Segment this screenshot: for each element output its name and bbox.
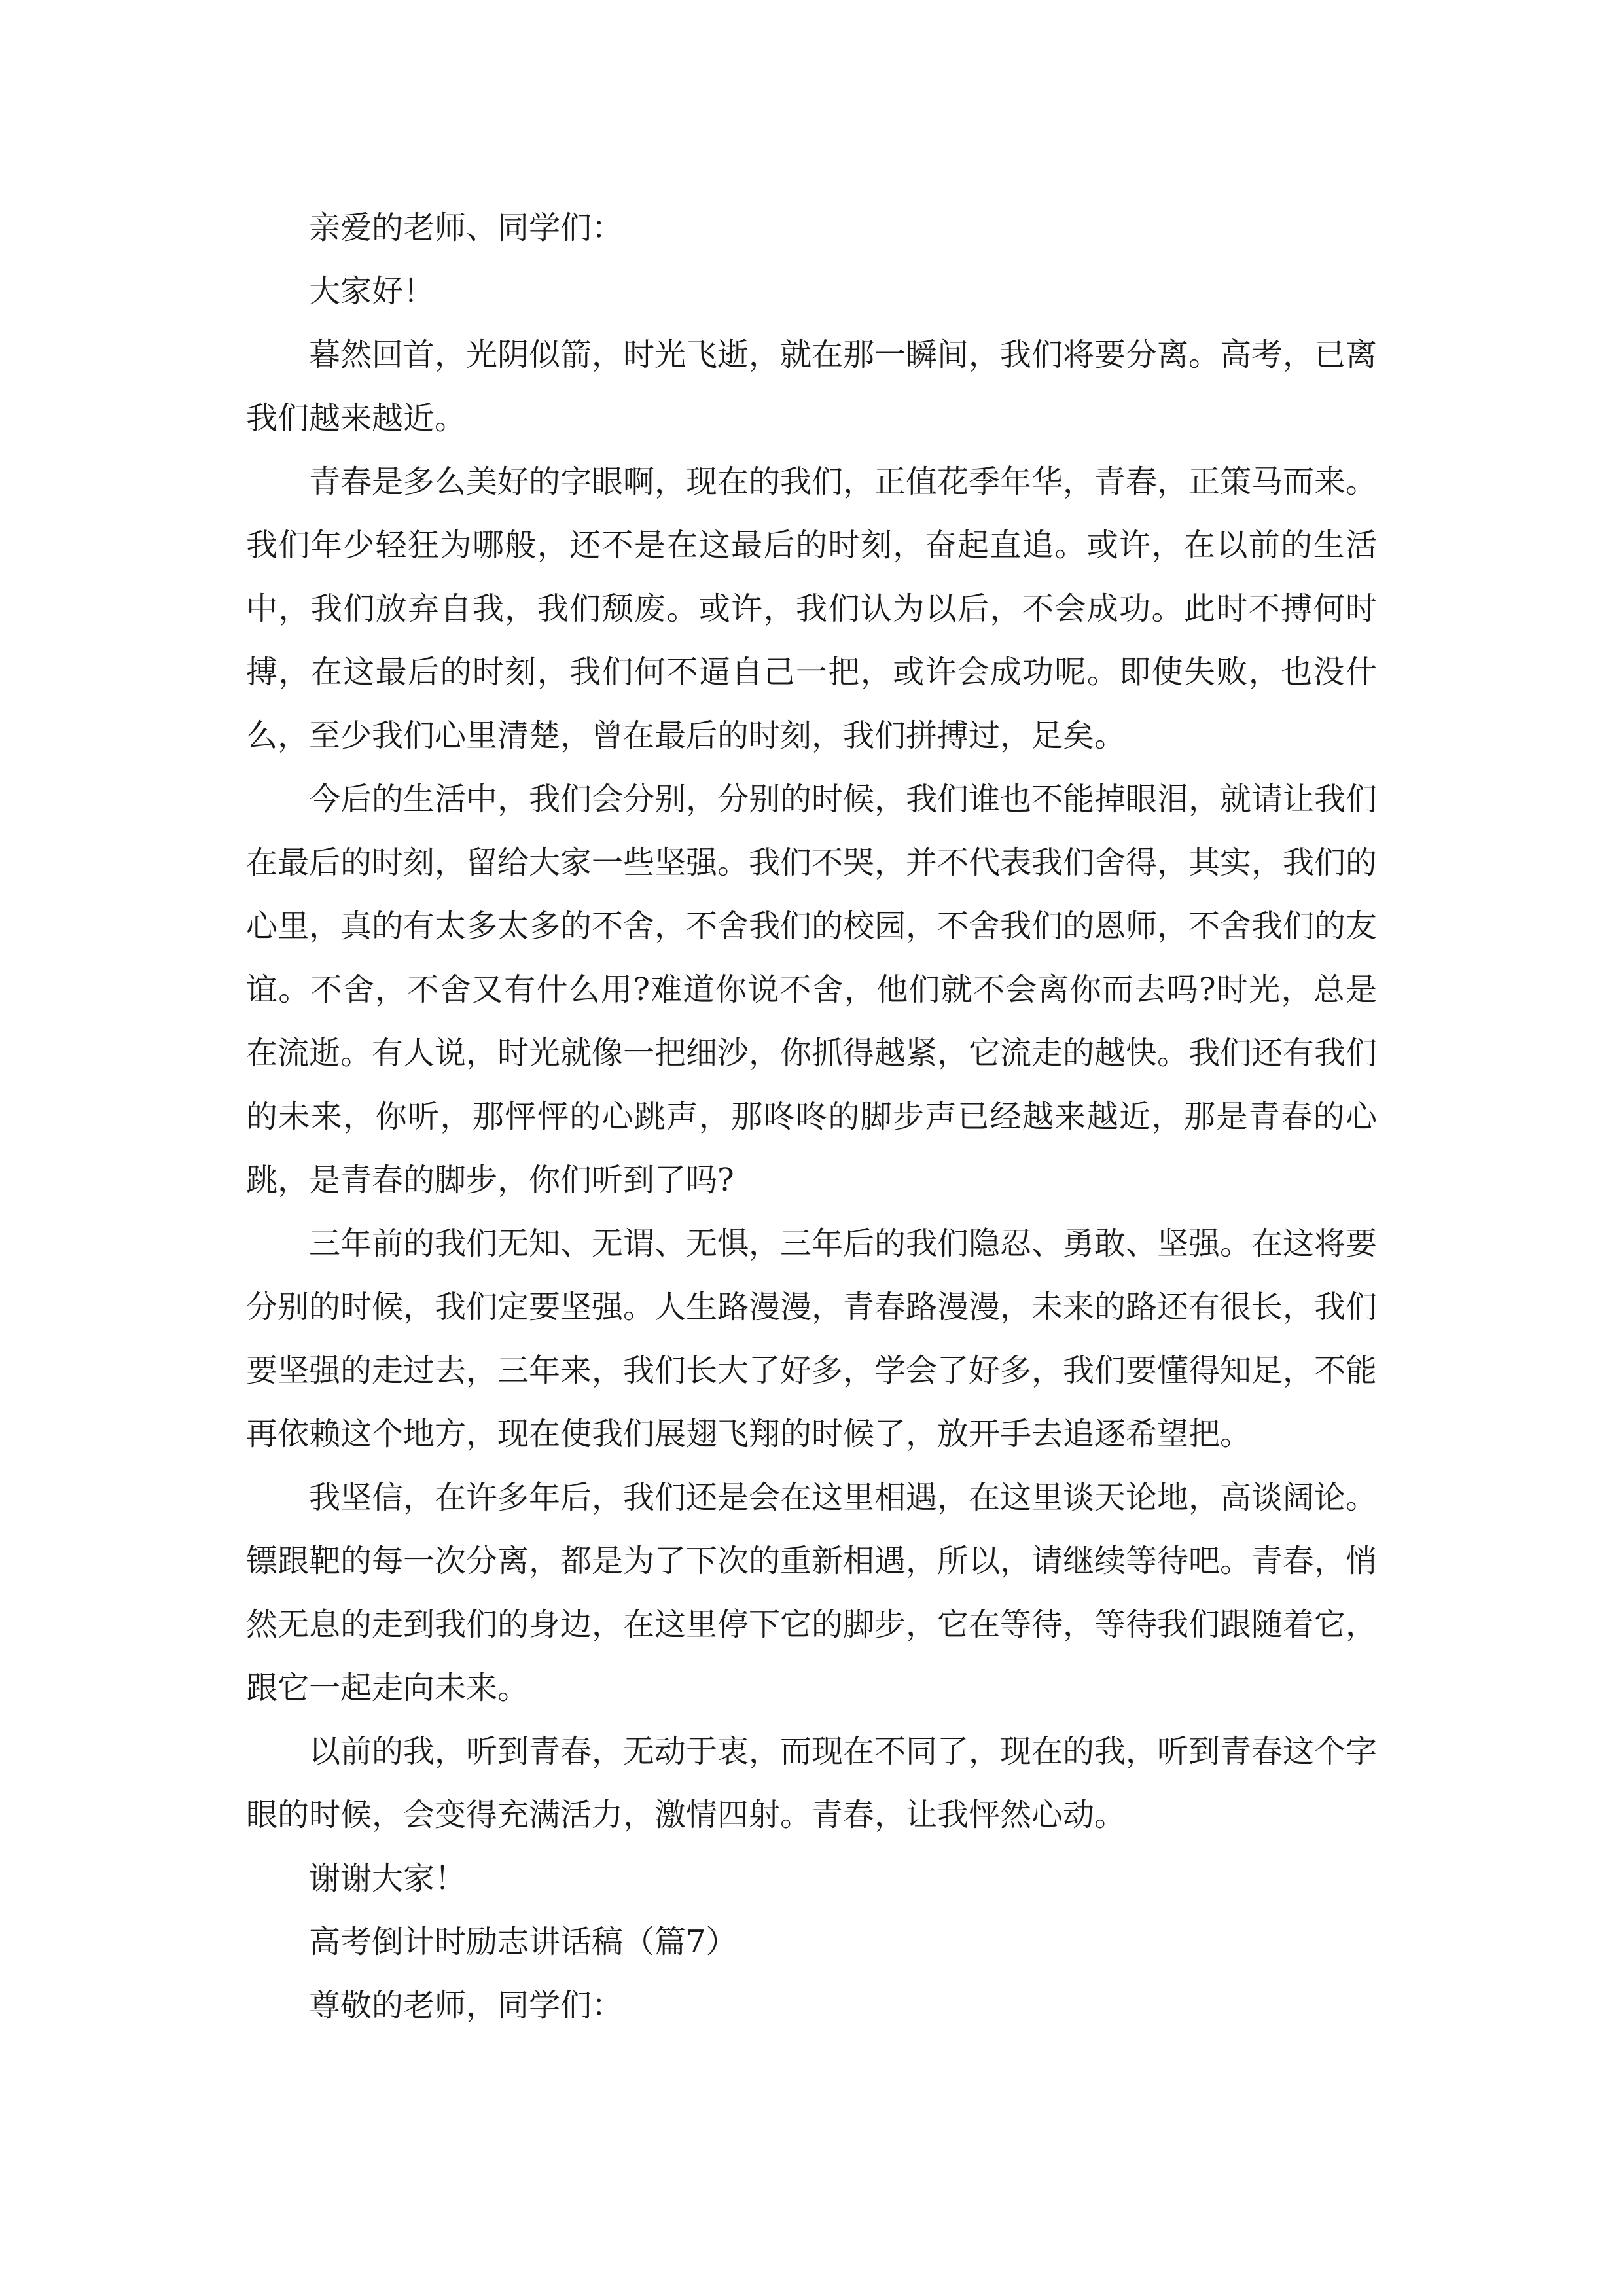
body-paragraph: 暮然回首，光阴似箭，时光飞逝，就在那一瞬间，我们将要分离。高考，已离我们越来越近。 [246, 336, 1378, 437]
salutation: 尊敬的老师，同学们： [309, 1987, 624, 2024]
body-paragraph: 我坚信，在许多年后，我们还是会在这里相遇，在这里谈天论地，高谈阔论。镖跟靶的每一次分离，都是为了下次的重新相遇，所以，请继续等待吧。青春，悄然无息的走到我们的身边，在这里停下它的脚步，它在等待，等待我们跟随着它，跟它一起走向未来。 [246, 1479, 1378, 1706]
body-paragraph: 三年前的我们无知、无谓、无惧，三年后的我们隐忍、勇敢、坚强。在这将要分别的时候，我们定要坚强。人生路漫漫，青春路漫漫，未来的路还有很长，我们要坚强的走过去，三年来，我们长大了好多，学会了好多，我们要懂得知足，不能再依赖这个地方，现在使我们展翅飞翔的时候了，放开手去追逐希望把。 [246, 1225, 1378, 1452]
closing-thanks: 谢谢大家！ [309, 1860, 467, 1897]
section-heading: 高考倒计时励志讲话稿（篇7） [309, 1924, 738, 1960]
body-paragraph: 青春是多么美好的字眼啊，现在的我们，正值花季年华，青春，正策马而来。我们年少轻狂为哪般，还不是在这最后的时刻，奋起直追。或许，在以前的生活中，我们放弃自我，我们颓废。或许，我们认为以后，不会成功。此时不搏何时搏，在这最后的时刻，我们何不逼自己一把，或许会成功呢。即使失败，也没什么，至少我们心里清楚，曾在最后的时刻，我们拼搏过，足矣。 [246, 463, 1378, 754]
greeting: 大家好！ [309, 273, 435, 310]
body-paragraph: 今后的生活中，我们会分别，分别的时候，我们谁也不能掉眼泪，就请让我们在最后的时刻，留给大家一些坚强。我们不哭，并不代表我们舍得，其实，我们的心里，真的有太多太多的不舍，不舍我们的校园，不舍我们的恩师，不舍我们的友谊。不舍，不舍又有什么用?难道你说不舍，他们就不会离你而去吗?时光，总是在流逝。有人说，时光就像一把细沙，你抓得越紧，它流走的越快。我们还有我们的未来，你听，那怦怦的心跳声，那咚咚的脚步声已经越来越近，那是青春的心跳，是青春的脚步，你们听到了吗? [246, 781, 1378, 1198]
body-paragraph: 以前的我，听到青春，无动于衷，而现在不同了，现在的我，听到青春这个字眼的时候，会变得充满活力，激情四射。青春，让我怦然心动。 [246, 1733, 1378, 1833]
document-body [246, 196, 1377, 2037]
salutation: 亲爱的老师、同学们： [309, 209, 624, 246]
